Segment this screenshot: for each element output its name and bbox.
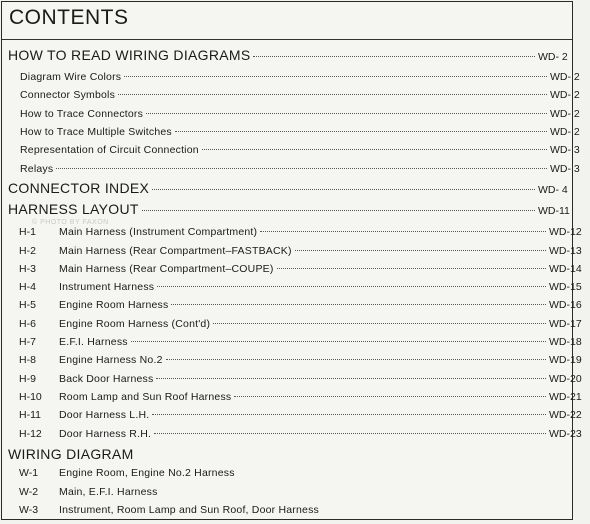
toc-item[interactable] <box>2 318 589 330</box>
item-label: Diagram Wire Colors <box>20 71 122 83</box>
page-ref: WD-19 <box>549 354 582 366</box>
section-label: HOW TO READ WIRING DIAGRAMS <box>8 47 251 63</box>
item-label: How to Trace Connectors <box>20 108 144 120</box>
toc-item[interactable] <box>2 486 589 498</box>
item-label: How to Trace Multiple Switches <box>20 126 172 138</box>
toc-item[interactable] <box>2 299 589 311</box>
item-label: E.F.I. Harness <box>59 336 128 348</box>
page-ref: WD- 4 <box>538 184 568 196</box>
page-ref: WD- 3 <box>550 163 580 175</box>
dot-leader <box>152 414 546 415</box>
page-ref: WD-23 <box>549 428 582 440</box>
toc-item[interactable] <box>2 467 589 479</box>
toc-item[interactable] <box>2 108 590 120</box>
item-label: Engine Room Harness <box>59 299 169 311</box>
item-label: Main Harness (Instrument Compartment) <box>59 226 258 238</box>
dot-leader <box>295 250 546 251</box>
page-ref: WD- 3 <box>550 144 580 156</box>
item-code: H-6 <box>19 318 36 330</box>
page-ref: WD-15 <box>549 281 582 293</box>
dot-leader <box>146 113 547 114</box>
dot-leader <box>202 149 547 150</box>
toc-item[interactable] <box>2 163 590 175</box>
item-code: H-7 <box>19 336 36 348</box>
toc-section-connector-index[interactable] <box>2 180 578 196</box>
dot-leader <box>213 323 546 324</box>
page-ref: WD-22 <box>549 409 582 421</box>
page-ref: WD- 2 <box>550 108 580 120</box>
item-label: Instrument Harness <box>59 281 155 293</box>
page-ref: WD-11 <box>538 205 570 217</box>
toc-item[interactable] <box>2 373 589 385</box>
toc-section-wiring-diagram[interactable] <box>2 446 578 462</box>
item-label: Connector Symbols <box>20 89 116 101</box>
item-code: H-1 <box>19 226 36 238</box>
item-code: W-1 <box>19 467 39 479</box>
page-ref: WD-12 <box>549 226 582 238</box>
toc-item[interactable] <box>2 354 589 366</box>
toc-item[interactable] <box>2 89 590 101</box>
dot-leader <box>234 396 546 397</box>
dot-leader <box>157 286 546 287</box>
item-code: H-10 <box>19 391 42 403</box>
dot-leader <box>277 268 546 269</box>
toc-item[interactable] <box>2 409 589 421</box>
item-code: H-4 <box>19 281 36 293</box>
page-ref: WD-20 <box>549 373 582 385</box>
toc-section-harness-layout[interactable] <box>2 201 578 217</box>
item-label: Instrument, Room Lamp and Sun Roof, Door Harness <box>59 504 319 516</box>
page-ref: WD-13 <box>549 245 582 257</box>
page-title: CONTENTS <box>9 6 129 29</box>
item-label: Relays <box>20 163 54 175</box>
item-label: Engine Room Harness (Cont'd) <box>59 318 211 330</box>
contents-page <box>1 1 582 520</box>
page-ref: WD- 2 <box>550 71 580 83</box>
dot-leader <box>171 304 546 305</box>
item-label: Door Harness L.H. <box>59 409 150 421</box>
item-label: Back Door Harness <box>59 373 154 385</box>
toc-item[interactable] <box>2 71 590 83</box>
toc-item[interactable] <box>2 504 589 516</box>
dot-leader <box>124 76 547 77</box>
section-label: WIRING DIAGRAM <box>8 446 134 462</box>
item-label: Main Harness (Rear Compartment–FASTBACK) <box>59 245 292 257</box>
page-ref: WD-17 <box>549 318 582 330</box>
page-ref: WD- 2 <box>550 126 580 138</box>
watermark: © PHOTO BY FAXON <box>32 219 109 226</box>
toc-item[interactable] <box>2 428 589 440</box>
dot-leader <box>56 168 547 169</box>
item-label: Engine Room, Engine No.2 Harness <box>59 467 235 479</box>
page-ref: WD-21 <box>549 391 582 403</box>
item-label: Main Harness (Rear Compartment–COUPE) <box>59 263 274 275</box>
item-label: Door Harness R.H. <box>59 428 152 440</box>
item-code: H-9 <box>19 373 36 385</box>
item-code: W-2 <box>19 486 39 498</box>
page-ref: WD- 2 <box>550 89 580 101</box>
item-label: Representation of Circuit Connection <box>20 144 199 156</box>
toc-item[interactable] <box>2 226 589 238</box>
dot-leader <box>142 210 535 211</box>
toc-section-how-to-read[interactable] <box>2 47 578 63</box>
toc-item[interactable] <box>2 245 589 257</box>
dot-leader <box>118 94 547 95</box>
item-label: Main, E.F.I. Harness <box>59 486 158 498</box>
item-code: H-11 <box>19 409 41 421</box>
page-ref: WD-16 <box>549 299 582 311</box>
item-code: H-12 <box>19 428 42 440</box>
item-label: Room Lamp and Sun Roof Harness <box>59 391 232 403</box>
dot-leader <box>166 359 546 360</box>
dot-leader <box>152 189 535 190</box>
toc-item[interactable] <box>2 263 589 275</box>
toc-item[interactable] <box>2 281 589 293</box>
toc-item[interactable] <box>2 144 590 156</box>
item-code: H-5 <box>19 299 36 311</box>
toc-item[interactable] <box>2 126 590 138</box>
section-label: HARNESS LAYOUT <box>8 201 139 217</box>
page-ref: WD- 2 <box>538 51 568 63</box>
dot-leader <box>156 378 546 379</box>
table-of-contents <box>2 2 582 519</box>
section-label: CONNECTOR INDEX <box>8 180 150 196</box>
item-code: H-8 <box>19 354 36 366</box>
dot-leader <box>253 56 535 57</box>
item-code: H-3 <box>19 263 36 275</box>
page-ref: WD-14 <box>549 263 582 275</box>
dot-leader <box>260 231 546 232</box>
toc-item[interactable] <box>2 391 589 403</box>
item-code: H-2 <box>19 245 36 257</box>
item-code: W-3 <box>19 504 39 516</box>
page-ref: WD-18 <box>549 336 582 348</box>
dot-leader <box>131 341 546 342</box>
dot-leader <box>154 433 546 434</box>
item-label: Engine Harness No.2 <box>59 354 163 366</box>
toc-item[interactable] <box>2 336 589 348</box>
dot-leader <box>175 131 547 132</box>
